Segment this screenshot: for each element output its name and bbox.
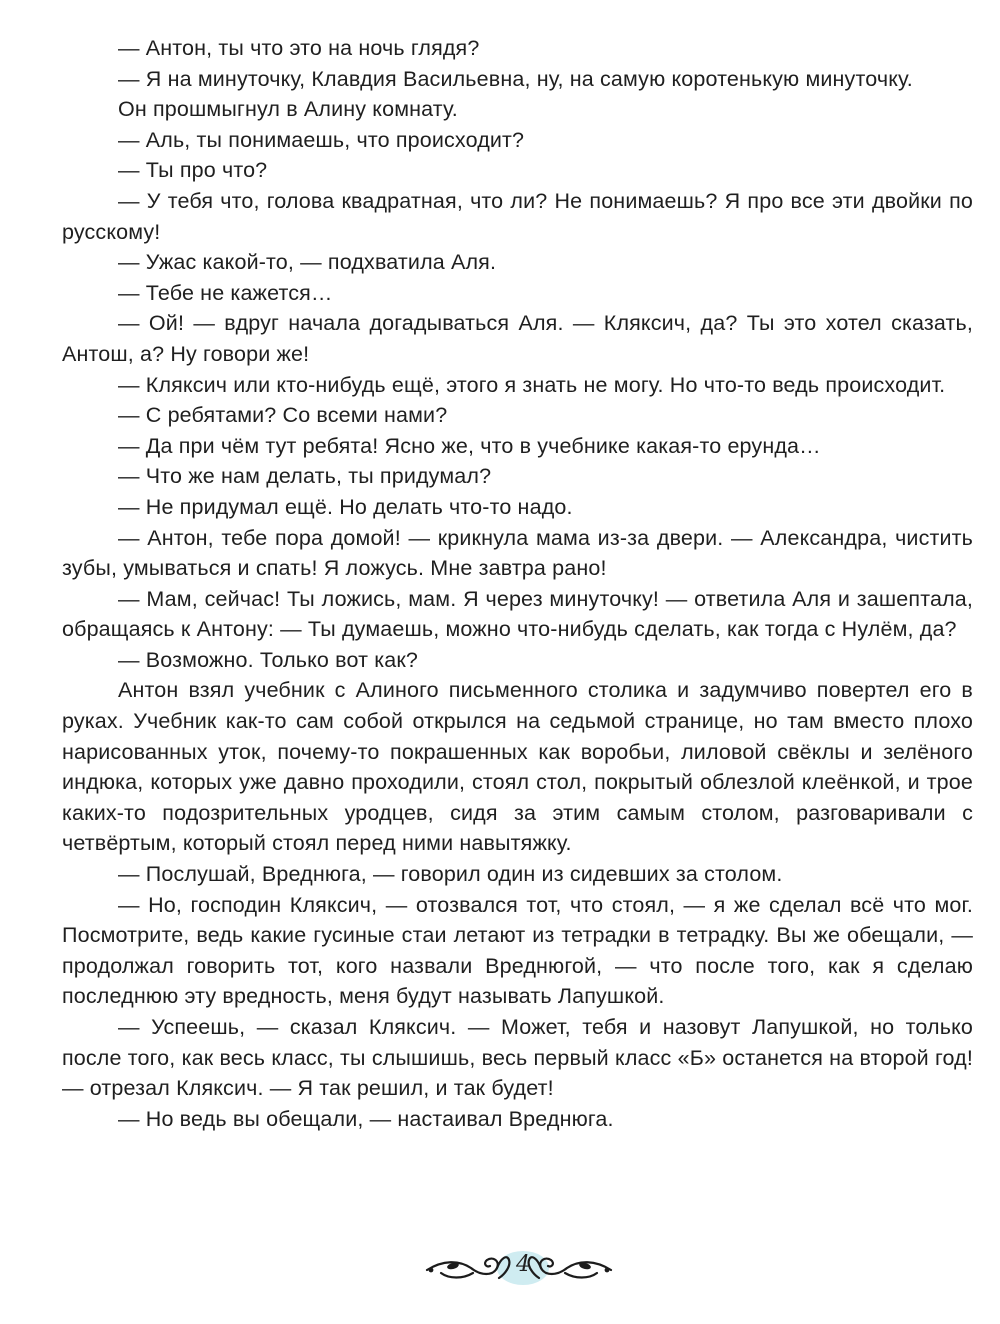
page-body-text — [62, 33, 973, 1134]
paragraph-16: — Мам, сейчас! Ты ложись, мам. Я через минуточку! — ответила Аля и зашептала, обращаясь к Антону: — Ты думаешь, можно что-нибудь сделать, как тогда с Нулём, да? — [62, 586, 973, 642]
paragraph-11: — С ребятами? Со всеми нами? — [118, 403, 448, 428]
paragraph-9: — Ой! — вдруг начала догадываться Аля. — Кляксич, да? Ты это хотел сказать, Антош, а? Ну говори же! — [62, 311, 973, 366]
page-footer — [0, 1246, 1000, 1296]
paragraph-1: — Антон, ты что это на ночь глядя? — [118, 36, 480, 60]
paragraph-17: — Возможно. Только вот как? — [118, 647, 419, 672]
paragraph-4: — Аль, ты понимаешь, что происходит? — [118, 127, 525, 152]
paragraph-6: — У тебя что, голова квадратная, что ли? Не понимаешь? Я про все эти двойки по русскому! — [62, 188, 973, 244]
paragraph-13: — Что же нам делать, ты придумал? — [118, 464, 492, 489]
paragraph-10: — Кляксич или кто-нибудь ещё, этого я знать не могу. Но что-то ведь происходит. — [118, 372, 946, 397]
paragraph-19: — Послушай, Вреднюга, — говорил один из сидевших за столом. — [118, 862, 783, 887]
paragraph-21: — Успеешь, — сказал Кляксич. — Может, тебя и назовут Лапушкой, но только после того, как весь класс, ты слышишь, весь первый класс «Б» останется на второй год! — отрезал Кляксич. — Я так решил, и так будет! — [62, 1015, 973, 1101]
paragraph-20: — Но, господин Кляксич, — отозвался тот, что стоял, — я же сделал всё что мог. Посмотрите, ведь какие гусиные стаи летают из тетрадки в тетрадку. Вы же обещали, — продолжал говорить тот, кого назвали Вреднюгой, — что после того, как я сделаю последнюю эту вредность, меня будут называть Лапушкой. — [62, 892, 973, 1009]
paragraph-14: — Не придумал ещё. Но делать что-то надо. — [118, 494, 573, 519]
paragraph-2: — Я на минуточку, Клавдия Васильевна, ну, на самую коротенькую минуточку. — [118, 66, 913, 91]
paragraph-7: — Ужас какой-то, — подхватила Аля. — [118, 250, 497, 275]
paragraph-15: — Антон, тебе пора домой! — крикнула мама из-за двери. — Александра, чистить зубы, умываться и спать! Я ложусь. Мне завтра рано! — [62, 525, 973, 581]
page-number: 4 — [516, 1252, 530, 1277]
paragraph-5: — Ты про что? — [118, 158, 268, 183]
paragraph-22: — Но ведь вы обещали, — настаивал Вреднюга. — [118, 1106, 614, 1131]
paragraph-12: — Да при чём тут ребята! Ясно же, что в учебнике какая-то ерунда… — [118, 433, 821, 458]
paragraph-18: Антон взял учебник с Алиного письменного столика и задумчиво повертел его в руках. Учебник как-то сам собой открылся на седьмой странице, но там вместо плохо нарисованных уток, почему-то покрашенных как воробьи, лиловой свёклы и зелёного индюка, которых уже давно проходили, стоял стол, покрытый облезлой клеёнкой, и трое каких-то подозрительных уродцев, сидя за этим самым столом, разговаривали с четвёртым, который стоял перед ними навытяжку. — [62, 678, 973, 856]
paragraph-3: Он прошмыгнул в Алину комнату. — [118, 97, 458, 122]
paragraph-8: — Тебе не кажется… — [118, 280, 333, 305]
